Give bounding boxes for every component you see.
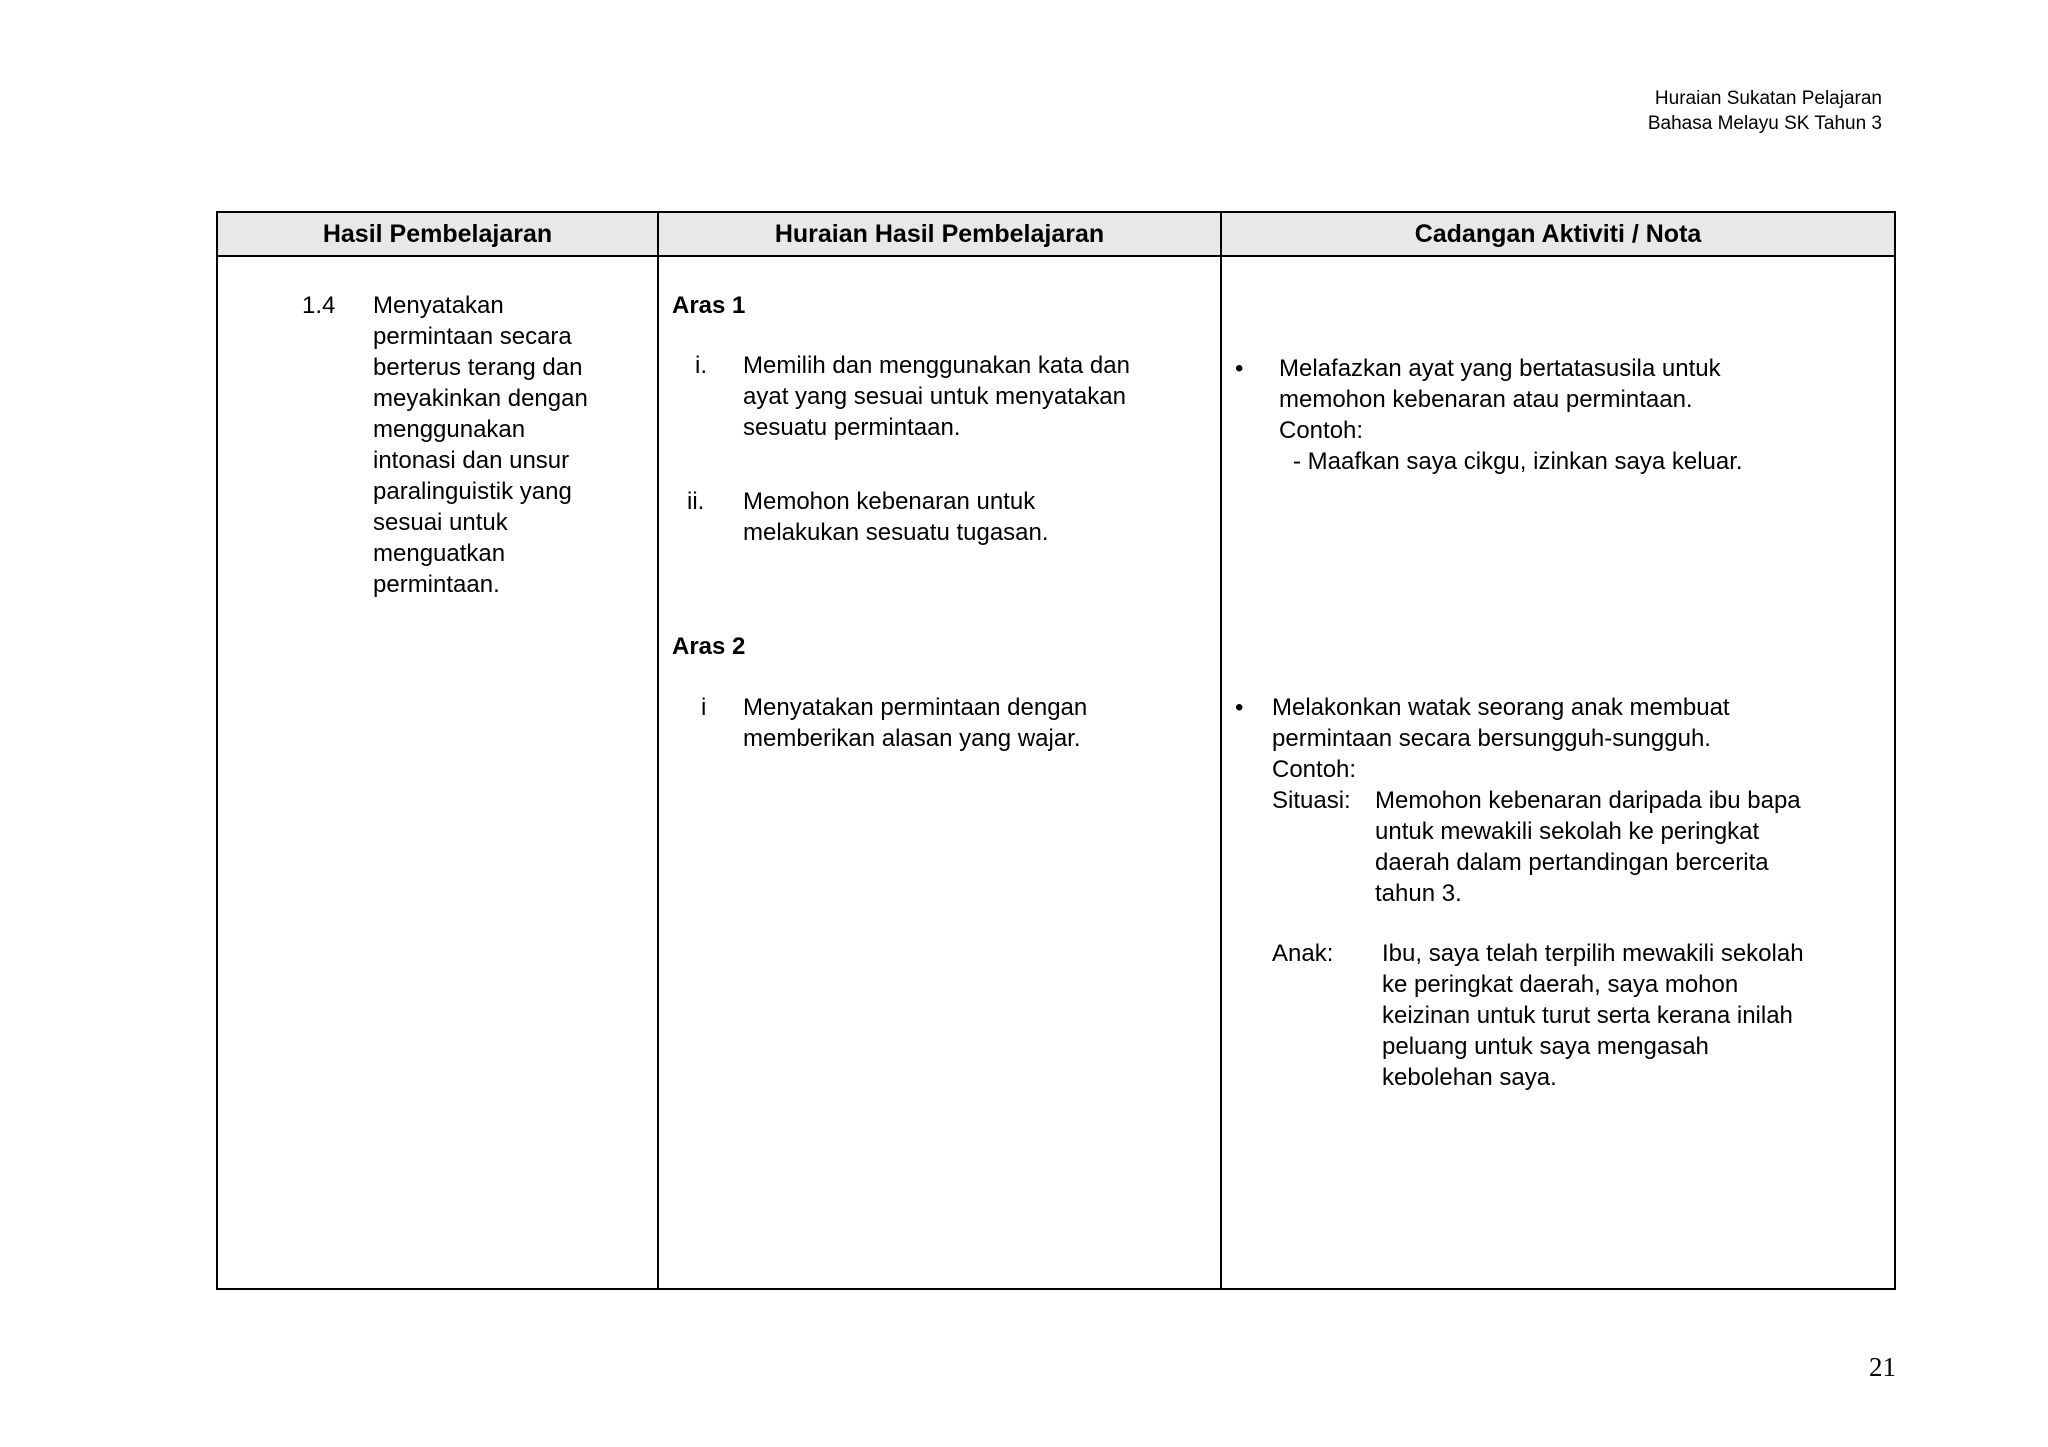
outcome-description-cell [658, 256, 1221, 1289]
activity-line: memohon kebenaran atau permintaan. [1279, 386, 1693, 413]
situation-line: Memohon kebenaran daripada ibu bapa [1375, 787, 1801, 814]
activity-item [1272, 692, 1730, 785]
child-label: Anak: [1272, 940, 1334, 967]
learning-outcome-line: menguatkan [373, 540, 506, 567]
learning-outcome-line: Menyatakan [373, 292, 504, 319]
bullet-icon: • [1235, 694, 1244, 721]
column-header-outcome-description: Huraian Hasil Pembelajaran [658, 212, 1221, 256]
list-item-marker: i [701, 694, 707, 721]
situation-line: untuk mewakili sekolah ke peringkat [1375, 818, 1760, 845]
learning-outcome-line: sesuai untuk [373, 509, 508, 536]
activity-item [1279, 353, 1743, 477]
list-item-line: Menyatakan permintaan dengan [743, 694, 1088, 721]
example-label: Contoh: [1272, 756, 1357, 783]
situation-label: Situasi: [1272, 787, 1351, 814]
page-number: 21 [1869, 1352, 1896, 1382]
list-item-line: melakukan sesuatu tugasan. [743, 519, 1049, 546]
list-item-line: Memilih dan menggunakan kata dan [743, 352, 1130, 379]
child-line: ke peringkat daerah, saya mohon [1382, 971, 1739, 998]
learning-outcome-text [373, 290, 588, 600]
list-item-line: sesuatu permintaan. [743, 414, 961, 441]
header-line-subject: Bahasa Melayu SK Tahun 3 [1647, 113, 1882, 134]
list-item [743, 486, 1049, 548]
child-line: Ibu, saya telah terpilih mewakili sekolah [1382, 940, 1804, 967]
level-1-title: Aras 1 [672, 292, 746, 319]
activities-cell [1221, 256, 1895, 1289]
level-2-title: Aras 2 [672, 633, 746, 660]
learning-outcome-line: permintaan secara [373, 323, 572, 350]
example-text: - Maafkan saya cikgu, izinkan saya keluar. [1293, 448, 1743, 475]
learning-outcome-line: permintaan. [373, 571, 500, 598]
bullet-icon: • [1235, 355, 1244, 382]
learning-outcome-line: paralinguistik yang [373, 478, 572, 505]
activity-line: Melakonkan watak seorang anak membuat [1272, 694, 1730, 721]
learning-outcome-line: intonasi dan unsur [373, 447, 570, 474]
situation-text [1375, 785, 1801, 909]
column-header-learning-outcome: Hasil Pembelajaran [217, 212, 658, 256]
list-item-marker: ii. [687, 488, 705, 515]
activity-line: permintaan secara bersungguh-sungguh. [1272, 725, 1711, 752]
header-line-title: Huraian Sukatan Pelajaran [1654, 88, 1882, 109]
list-item-marker: i. [695, 352, 707, 379]
column-header-activities: Cadangan Aktiviti / Nota [1221, 212, 1895, 256]
syllabus-table [216, 211, 1896, 1290]
learning-outcome-cell [217, 256, 658, 1289]
list-item [743, 692, 1087, 754]
list-item-line: Memohon kebenaran untuk [743, 488, 1036, 515]
learning-outcome-number: 1.4 [302, 292, 336, 319]
child-line: peluang untuk saya mengasah [1382, 1033, 1709, 1060]
document-header [1648, 86, 1882, 136]
activity-line: Melafazkan ayat yang bertatasusila untuk [1279, 355, 1721, 382]
learning-outcome-line: berterus terang dan [373, 354, 583, 381]
list-item [743, 350, 1130, 443]
child-line: kebolehan saya. [1382, 1064, 1557, 1091]
situation-line: tahun 3. [1375, 880, 1462, 907]
learning-outcome-line: meyakinkan dengan [373, 385, 588, 412]
example-label: Contoh: [1279, 417, 1364, 444]
list-item-line: memberikan alasan yang wajar. [743, 725, 1081, 752]
child-text [1382, 938, 1804, 1093]
table-header-row [217, 212, 1895, 256]
list-item-line: ayat yang sesuai untuk menyatakan [743, 383, 1126, 410]
learning-outcome-line: menggunakan [373, 416, 526, 443]
situation-line: daerah dalam pertandingan bercerita [1375, 849, 1769, 876]
child-line: keizinan untuk turut serta kerana inilah [1382, 1002, 1793, 1029]
table-row [217, 256, 1895, 1289]
